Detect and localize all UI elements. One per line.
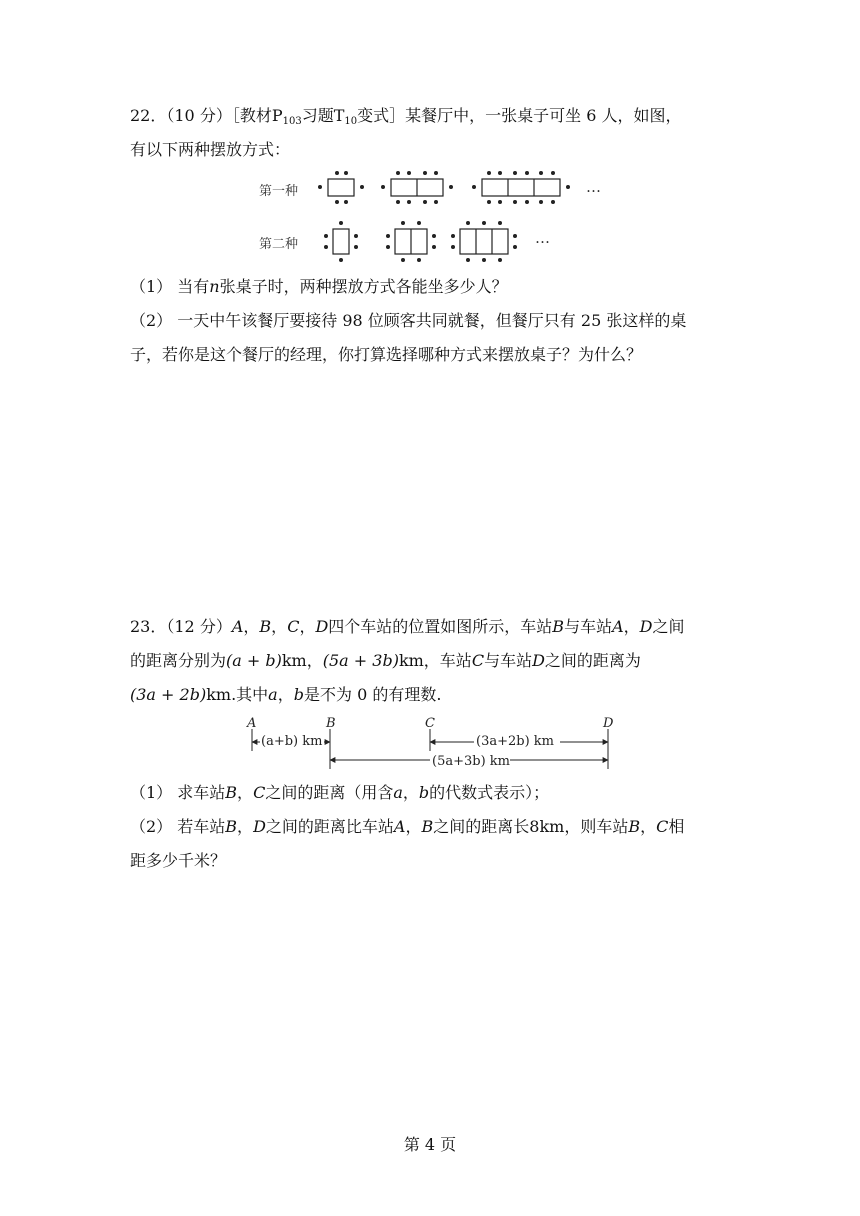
ab-distance-label: (a+b) km <box>261 734 323 749</box>
q23-p2-f: A <box>393 817 406 836</box>
q22-source-t: 10 <box>344 116 358 127</box>
q23-number: 23． <box>130 617 167 636</box>
q23-l2-d: 与车站 <box>484 651 533 670</box>
q23-p1-i: 的代数式表示）； <box>429 783 550 802</box>
q23-line-1 <box>130 617 685 637</box>
arrangement-2-ellipsis: … <box>535 229 550 247</box>
q23-p2-e: 之间的距离比车站 <box>265 817 394 836</box>
q23-p1-a: （1） 求车站 <box>130 783 226 802</box>
q23-p2-j: 8km <box>529 817 565 836</box>
point-d-label: D <box>603 716 614 731</box>
q22-part2-b: 子，若你是这个餐厅的经理，你打算选择哪种方式来摆放桌子？为什么？ <box>130 345 643 364</box>
q23-p2-k: ，则车站 <box>564 817 629 836</box>
q23-p2-h: B <box>421 817 434 836</box>
q23-p2-c: ， <box>237 817 254 836</box>
q22-source-page: 103 <box>282 116 302 127</box>
q23-score: （12 分） <box>166 617 232 636</box>
q22-stem-a: 某餐厅中，一张桌子可坐 6 人，如图， <box>405 106 682 125</box>
q22-source-a: ［教材P <box>231 106 283 125</box>
row2-table-3 <box>460 229 508 254</box>
q23-p1-c: ， <box>237 783 254 802</box>
q23-l1-g: D <box>315 617 329 636</box>
row1-table-1 <box>328 179 354 196</box>
q23-p2-l: B <box>628 817 641 836</box>
seat-dots <box>318 171 570 262</box>
row2-table-1 <box>333 229 349 254</box>
q23-l1-d: ， <box>271 617 288 636</box>
q23-l3-b: a <box>268 685 278 704</box>
q23-l1-b: ， <box>243 617 260 636</box>
q23-l2-km2: km，车站 <box>398 651 472 670</box>
q23-p1-f: a <box>393 783 403 802</box>
q22-part2-a: （2） 一天中午该餐厅要接待 98 位顾客共同就餐，但餐厅只有 25 张这样的桌 <box>130 311 687 330</box>
q23-l2-km1: km， <box>281 651 323 670</box>
q23-p1-b: B <box>225 783 238 802</box>
q23-l2-e: D <box>532 651 545 670</box>
q23-p2-n: C <box>656 817 669 836</box>
q22-stem-b: 有以下两种摆放方式： <box>130 140 291 159</box>
q22-part-2b <box>130 345 642 365</box>
q23-p2-b: B <box>225 817 238 836</box>
q23-p2-p: 距多少千米？ <box>130 851 227 870</box>
q23-p2-g: ， <box>405 817 422 836</box>
cd-distance-label: (3a+2b) km <box>476 734 554 749</box>
q23-line-3 <box>130 685 441 705</box>
q23-part-2b <box>130 851 226 871</box>
arrangement-2-label: 第二种 <box>259 237 299 252</box>
point-a-label: A <box>247 716 257 731</box>
point-c-label: C <box>425 716 435 731</box>
q22-part1-var: n <box>209 277 220 296</box>
q23-l1-i: B <box>552 617 565 636</box>
q23-l3-e: 是不为 0 的有理数. <box>303 685 442 704</box>
point-b-label: B <box>326 716 336 731</box>
page-number: 第 4 页 <box>403 1135 457 1154</box>
row1-table-3 <box>482 179 560 196</box>
q22-source-b: 习题T <box>301 106 345 125</box>
q23-p2-o: 相 <box>668 817 685 836</box>
q23-l1-j: 与车站 <box>564 617 613 636</box>
q23-l3-expr: (3a + 2b) <box>130 685 207 704</box>
q22-part-2a <box>130 311 686 331</box>
q23-p2-d: D <box>253 817 266 836</box>
q23-l3-d: b <box>293 685 304 704</box>
q22-part-1 <box>130 277 508 297</box>
arrangement-1-label: 第一种 <box>259 184 299 199</box>
q23-l1-f: ， <box>299 617 316 636</box>
q23-part-1 <box>130 783 549 803</box>
tables-figure <box>0 0 860 300</box>
q23-l2-f: 之间的距离为 <box>544 651 641 670</box>
q23-l2-a: 的距离分别为 <box>130 651 227 670</box>
q23-l1-n: 之间 <box>652 617 685 636</box>
q23-p1-g: ， <box>402 783 419 802</box>
q23-l1-m: D <box>639 617 653 636</box>
q22-part1-a: （1） 当有 <box>130 277 210 296</box>
q22-score: （10 分） <box>166 106 232 125</box>
q23-p1-e: 之间的距离（用含 <box>265 783 394 802</box>
q23-l2-expr1: (a + b) <box>226 651 282 670</box>
q23-p1-h: b <box>418 783 430 802</box>
q23-line-2 <box>130 651 641 671</box>
q23-l1-a: A <box>231 617 244 636</box>
q23-l3-c: ， <box>277 685 294 704</box>
q23-p2-a: （2） 若车站 <box>130 817 226 836</box>
q22-number: 22． <box>130 106 167 125</box>
q23-l1-k: A <box>612 617 624 636</box>
q23-l3-a: km.其中 <box>206 685 269 704</box>
q23-p1-d: C <box>253 783 266 802</box>
arrangement-1-ellipsis: … <box>586 178 601 196</box>
q23-l1-e: C <box>287 617 300 636</box>
q23-l1-h: 四个车站的位置如图所示，车站 <box>328 617 553 636</box>
q22-source-c: 变式］ <box>357 106 406 125</box>
q23-p2-i: 之间的距离长 <box>433 817 530 836</box>
q23-l1-l: ， <box>623 617 640 636</box>
q23-l2-c: C <box>471 651 485 670</box>
bd-distance-label: (5a+3b) km <box>432 754 510 769</box>
q23-part-2a <box>130 817 684 837</box>
q23-p2-m: ， <box>640 817 657 836</box>
q22-part1-b: 张桌子时，两种摆放方式各能坐多少人？ <box>219 277 508 296</box>
stations-figure <box>0 705 860 785</box>
q23-l1-c: B <box>259 617 272 636</box>
q23-l2-expr2: (5a + 3b) <box>322 651 399 670</box>
